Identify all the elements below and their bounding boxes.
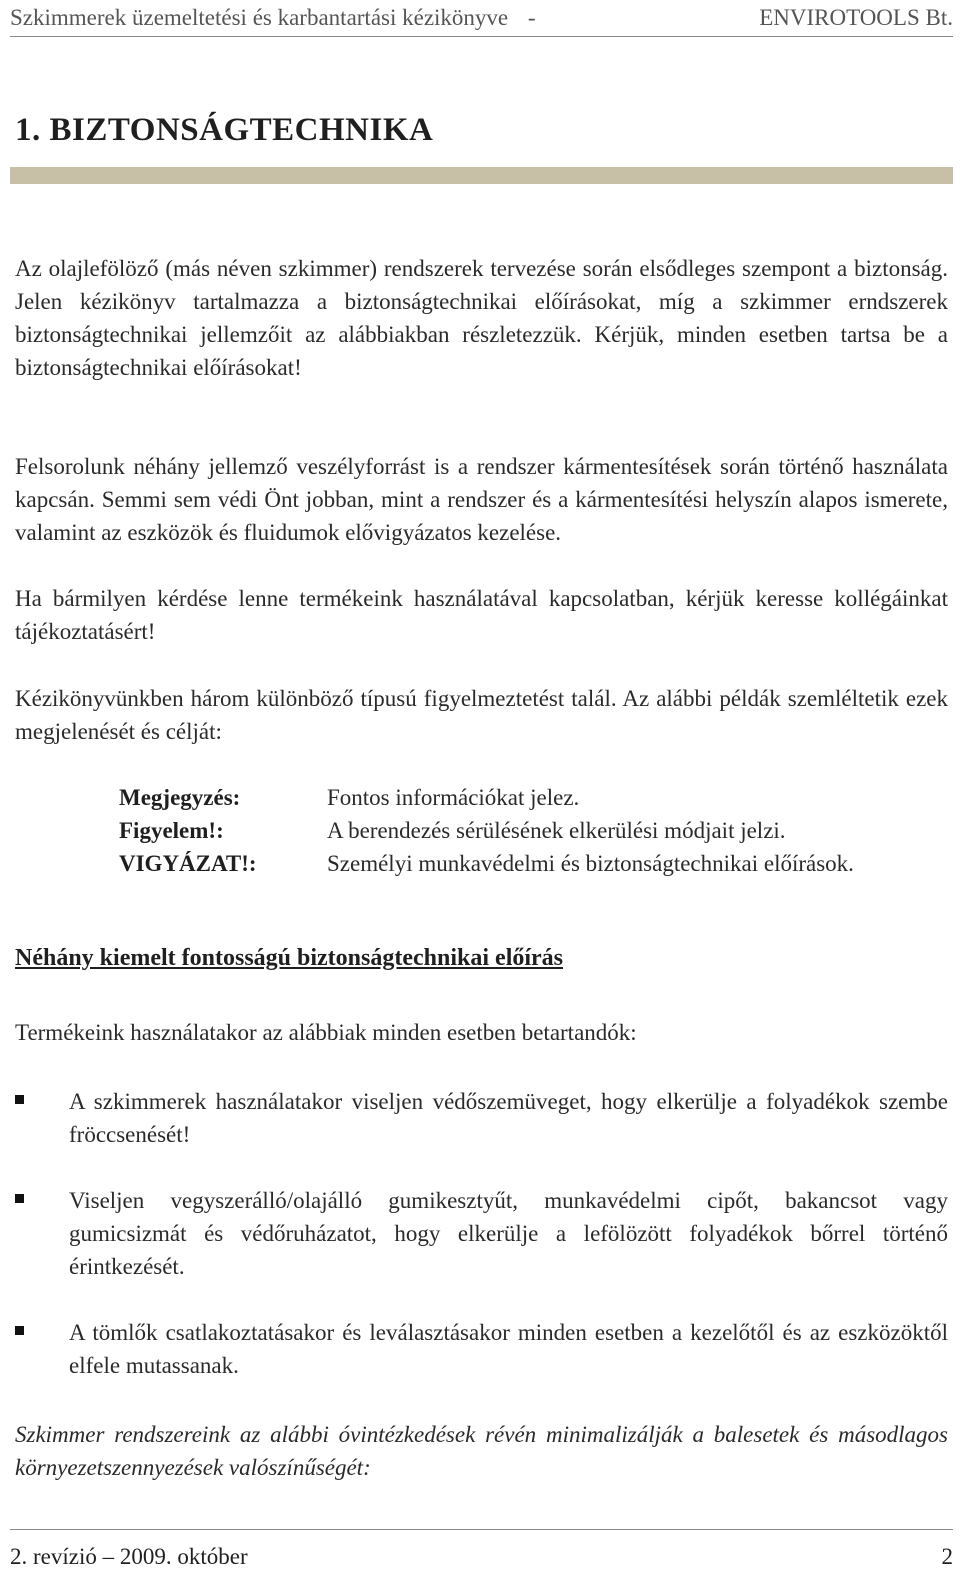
chapter-rule (10, 167, 953, 184)
paragraph-hazards: Felsorolunk néhány jellemző veszélyforrást is a rendszer kármentesítések során történő használata kapcsán. Semmi sem védi Önt jobban, mint a rendszer és a kármentesítési helyszín alapos ismerete, valamint az eszközök és fluidumok elővigyázatos kezelése. (15, 454, 948, 545)
section-intro: Termékeink használatakor az alábbiak minden esetben betartandók: (15, 1020, 637, 1045)
legend-row (119, 781, 939, 814)
legend-key-caution: Figyelem!: (119, 818, 224, 843)
italic-note: Szkimmer rendszereink az alábbi óvintézkedések révén minimalizálják a balesetek és másodlagos környezetszennyezések valószínűségét: (15, 1422, 948, 1480)
list-item-text: Viseljen vegyszerálló/olajálló gumikesztyűt, munkavédelmi cipőt, bakancsot vagy gumicsizmát és védőruházatot, hogy elkerülje a lefölözött folyadékok bőrrel történő érintkezését. (69, 1188, 948, 1279)
legend-key-note: Megjegyzés: (119, 785, 241, 810)
header-separator: - (527, 5, 536, 30)
warning-legend (119, 781, 939, 880)
header-title-group (10, 5, 550, 31)
legend-row (119, 847, 939, 880)
list-item (15, 1085, 948, 1151)
paragraph-warning-types: Kézikönyvünkben három különböző típusú figyelmeztetést talál. Az alábbi példák szemléltetik ezek megjelenését és célját: (15, 686, 948, 744)
legend-row (119, 814, 939, 847)
paragraph-contact: Ha bármilyen kérdése lenne termékeink használatával kapcsolatban, kérjük keresse kollégáinkat tájékoztatásért! (15, 586, 948, 644)
square-bullet-icon (15, 1095, 24, 1104)
list-item-text: A tömlők csatlakoztatásakor és leválasztásakor minden esetben a kezelőtől és az eszközöktől elfele mutassanak. (69, 1320, 948, 1378)
list-item-text: A szkimmerek használatakor viseljen védőszemüveget, hogy elkerülje a folyadékok szembe fröccsenését! (69, 1089, 948, 1147)
legend-key-warning: VIGYÁZAT!: (119, 851, 257, 876)
square-bullet-icon (15, 1194, 24, 1203)
legend-desc-warning: Személyi munkavédelmi és biztonságtechnikai előírások. (327, 851, 854, 876)
running-header (10, 0, 953, 37)
section-heading: Néhány kiemelt fontosságú biztonságtechnikai előírás (15, 945, 564, 971)
chapter-title: 1. BIZTONSÁGTECHNIKA (15, 112, 434, 148)
footer-revision: 2. revízió – 2009. október (10, 1544, 248, 1569)
legend-desc-caution: A berendezés sérülésének elkerülési módjait jelzi. (327, 818, 786, 843)
running-footer (10, 1529, 953, 1568)
page-number: 2 (941, 1544, 953, 1569)
document-page (10, 0, 953, 1569)
safety-rules-list (15, 1085, 948, 1382)
header-company: ENVIROTOOLS Bt. (759, 5, 953, 30)
list-item (15, 1184, 948, 1283)
square-bullet-icon (15, 1326, 24, 1335)
paragraph-intro: Az olajlefölöző (más néven szkimmer) rendszerek tervezése során elsődleges szempont a biztonság. Jelen kézikönyv tartalmazza a biztonságtechnikai előírásokat, míg a szkimmer erndszerek biztonságtechnikai jellemzőit az alábbiakban részletezzük. Kérjük, minden esetben tartsa be a biztonságtechnikai előírásokat! (15, 256, 948, 380)
list-item (15, 1316, 948, 1382)
header-title: Szkimmerek üzemeltetési és karbantartási kézikönyve (10, 5, 509, 30)
legend-desc-note: Fontos információkat jelez. (327, 785, 580, 810)
